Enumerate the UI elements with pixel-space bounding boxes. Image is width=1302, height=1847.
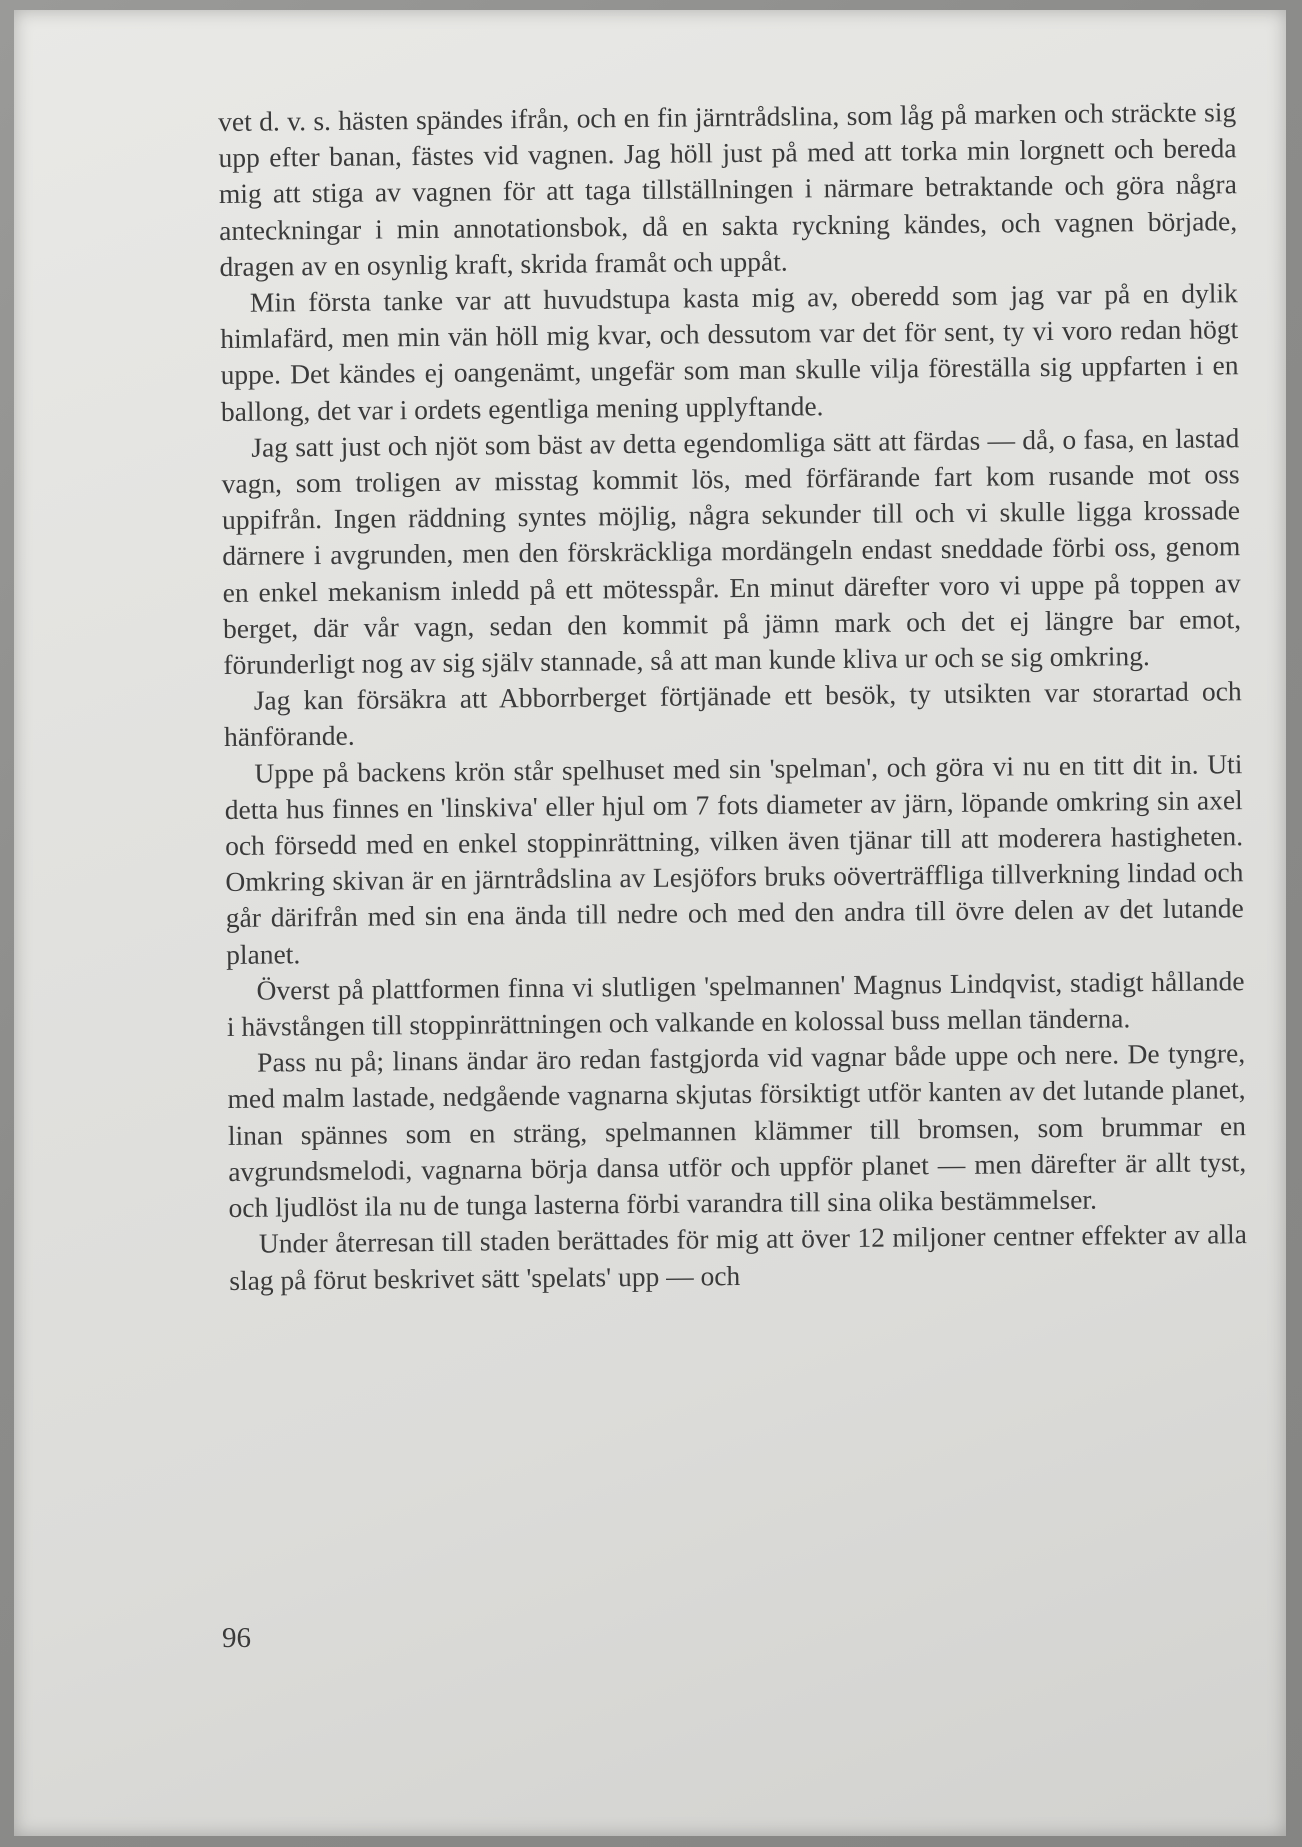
paragraph: Pass nu på; linans ändar äro redan fastgjorda vid vagnar både uppe och nere. De tyngre, med malm lastade, nedgående vagnarna skjutas försiktigt utför kanten av det lutande planet, linan spännes som en sträng, spelmannen klämmer till bromsen, som brummar en avgrundsmelodi, vagnarna börja dansa utför och uppför planet — men därefter är allt tyst, och ljudlöst ila nu de tunga lasterna förbi varandra till sina olika bestämmelser. xyxy=(227,1037,1247,1224)
paragraph: Under återresan till staden berättades för mig att över 12 miljoner centner effekter av alla slag på förut beskrivet sätt 'spelats' upp — och xyxy=(229,1218,1248,1296)
paragraph: Överst på plattformen finna vi slutligen 'spelmannen' Magnus Lindqvist, stadigt hållande i hävstången till stoppinrättningen och valkande en kolossal buss mellan tänderna. xyxy=(226,965,1245,1043)
paragraph: Uppe på backens krön står spelhuset med sin 'spelman', och göra vi nu en titt dit in. Uti detta hus finnes en 'linskiva' eller hjul om 7 fots diameter av järn, löpande omkring sin axel och försedd med en enkel stoppinrättning, vilken även tjänar till att moderera hastigheten. Omkring skivan är en järntrådslina av Lesjöfors bruks oöverträffliga tillverkning lindad och går därifrån med sin ena ända till nedre och med den andra till övre delen av det lutande planet. xyxy=(224,747,1244,970)
paragraph: vet d. v. s. hästen spändes ifrån, och en fin järntrådslina, som låg på marken och sträckte sig upp efter banan, fästes vid vagnen. Jag höll just på med att torka min lorgnett och bereda mig att stiga av vagnen för att taga tillställningen i närmare betraktande och göra några anteckningar i min annotationsbok, då en sakta ryckning kändes, och vagnen började, dragen av en osynlig kraft, skrida framåt och uppåt. xyxy=(218,96,1238,282)
page-number: 96 xyxy=(222,1622,251,1654)
paragraph: Jag satt just och njöt som bäst av detta egendomliga sätt att färdas — då, o fasa, en lastad vagn, som troligen av misstag kommit lös, med förfärande fart kom rusande mot oss uppifrån. Ingen räddning syntes möjlig, några sekunder till och vi skulle ligga krossade därnere i avgrunden, men den förskräckliga mordängeln endast sneddade förbi oss, genom en enkel mekanism inledd på ett mötesspår. En minut därefter voro vi uppe på toppen av berget, där vår vagn, sedan den kommit på jämn mark och det ej längre bar emot, förunderligt nog av sig själv stannade, så att man kunde kliva ur och se sig omkring. xyxy=(221,422,1242,681)
paragraph: Min första tanke var att huvudstupa kasta mig av, oberedd som jag var på en dylik himlafärd, men min vän höll mig kvar, och dessutom var det för sent, ty vi voro redan högt uppe. Det kändes ej oangenämt, ungefär som man skulle vilja föreställa sig uppfarten i en ballong, det var i ordets egentliga mening upplyftande. xyxy=(220,277,1239,427)
body-text xyxy=(218,94,1247,1298)
paragraph: Jag kan försäkra att Abborrberget förtjänade ett besök, ty utsikten var storartad och hänförande. xyxy=(223,675,1242,753)
